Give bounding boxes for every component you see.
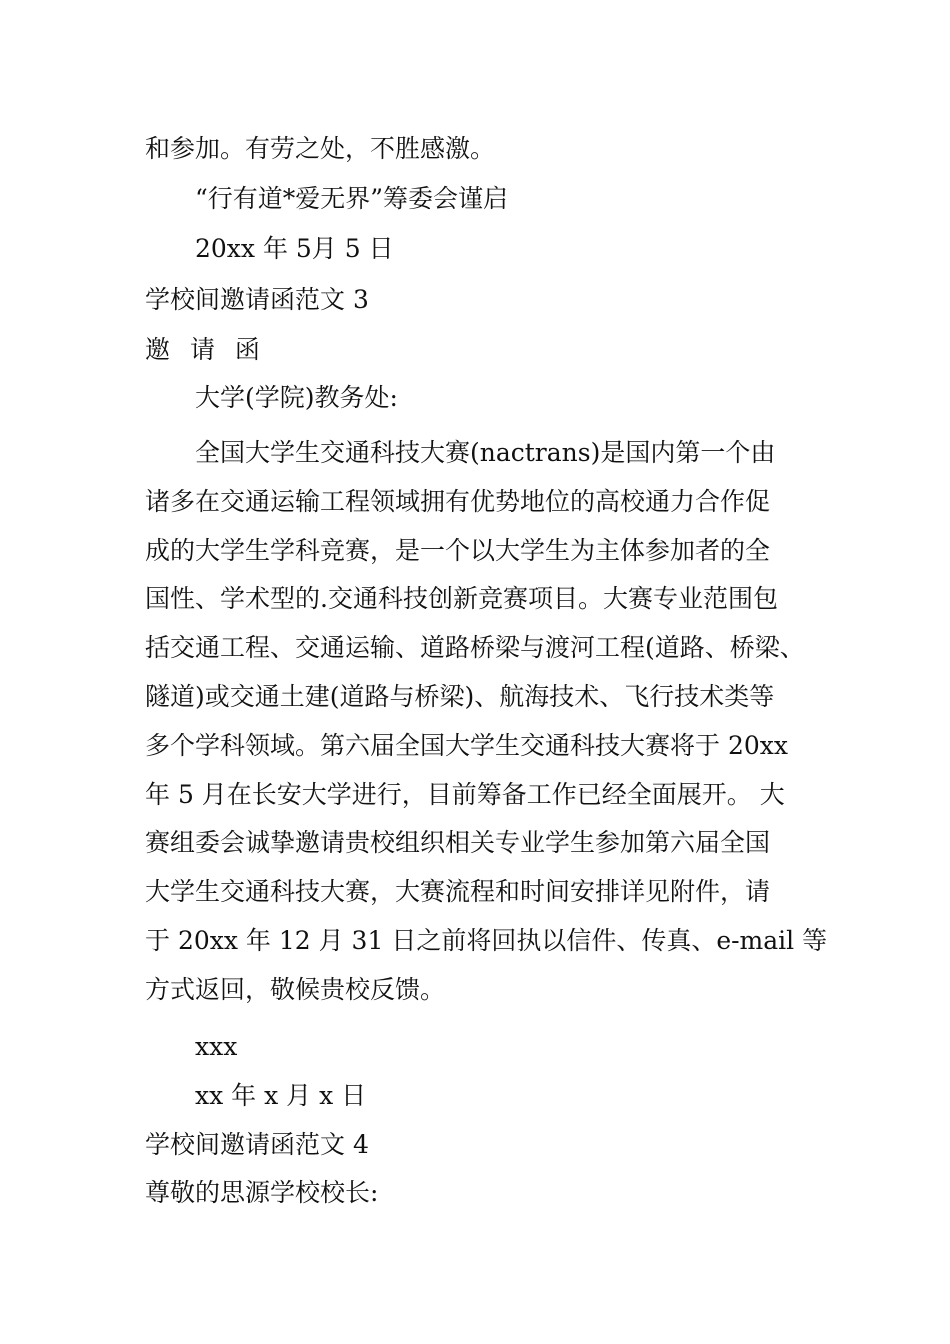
- closing-line: 和参加。有劳之处，不胜感激。: [145, 134, 496, 163]
- body-line: 全国大学生交通科技大赛(nactrans)是国内第一个由: [195, 438, 776, 467]
- date-line: xx 年 x 月 x 日: [195, 1081, 367, 1110]
- body-paragraph: [145, 429, 835, 1015]
- salutation: 尊敬的思源学校校长:: [145, 1178, 379, 1207]
- body-line: 大学生交通科技大赛，大赛流程和时间安排详见附件，请: [145, 877, 771, 907]
- body-line: 赛组委会诚挚邀请贵校组织相关专业学生参加第六届全国: [145, 828, 771, 858]
- body-line: 隧道)或交通土建(道路与桥梁)、航海技术、飞行技术类等: [145, 681, 775, 711]
- body-line: 于 20xx 年 12 月 31 日之前将回执以信件、传真、e-mail 等: [145, 925, 828, 955]
- body-line: 国性、学术型的.交通科技创新竞赛项目。大赛专业范围包: [145, 584, 778, 614]
- body-line: 括交通工程、交通运输、道路桥梁与渡河工程(道路、桥梁、: [145, 633, 805, 663]
- sender-name: xxx: [195, 1032, 238, 1061]
- body-line: 诸多在交通运输工程领域拥有优势地位的高校通力合作促: [145, 486, 771, 516]
- section-heading: 学校间邀请函范文 3: [145, 285, 369, 314]
- date-line: 20xx 年 5月 5 日: [195, 234, 394, 263]
- letter-title: 邀 请 函: [145, 335, 266, 364]
- body-line: 方式返回，敬候贵校反馈。: [145, 974, 446, 1004]
- body-line: 年 5 月在长安大学进行，目前筹备工作已经全面展开。 大: [145, 779, 785, 809]
- salutation: 大学(学院)教务处:: [195, 383, 398, 412]
- signature-line: “行有道*爱无界”筹委会谨启: [195, 184, 509, 213]
- section-heading: 学校间邀请函范文 4: [145, 1130, 369, 1159]
- body-line: 多个学科领域。第六届全国大学生交通科技大赛将于 20xx: [145, 730, 788, 760]
- body-line: 成的大学生学科竞赛，是一个以大学生为主体参加者的全: [145, 535, 771, 565]
